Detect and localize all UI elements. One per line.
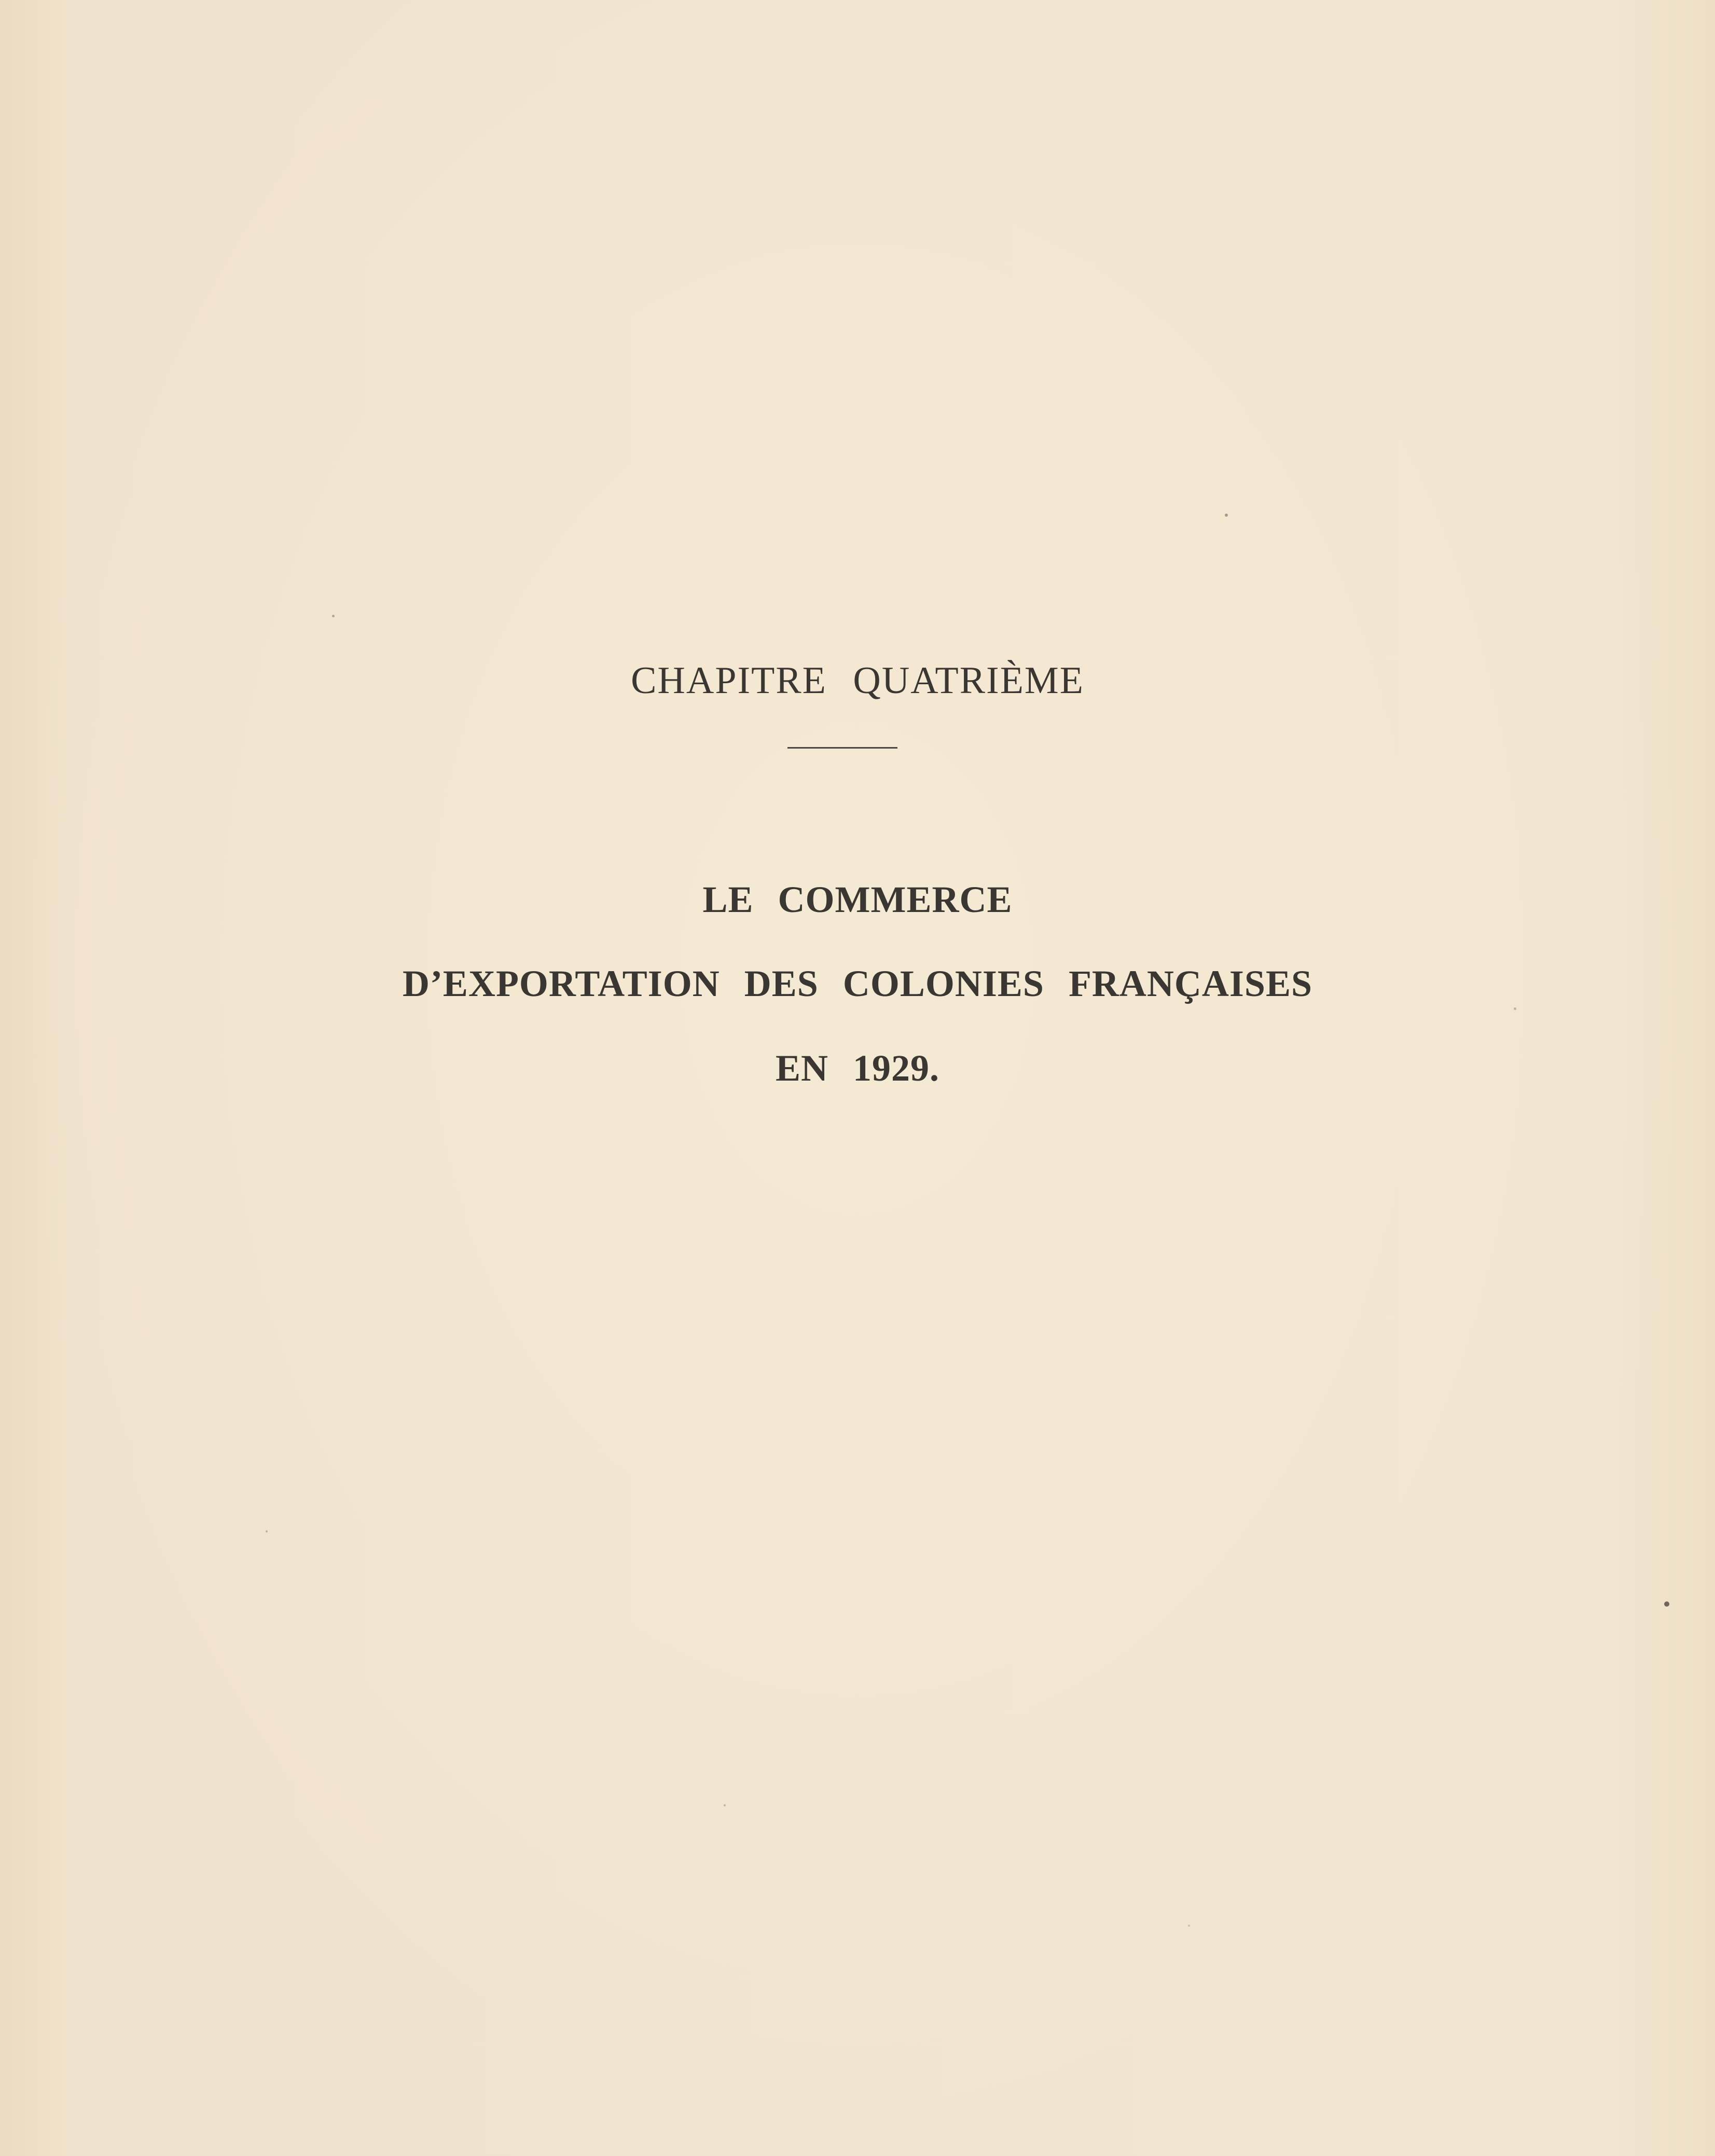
paper-speck <box>1664 1601 1669 1607</box>
paper-speck <box>332 615 335 617</box>
paper-speck <box>1514 1007 1516 1010</box>
paper-speck <box>266 1530 268 1532</box>
chapter-label: CHAPITRE QUATRIÈME <box>631 659 1084 702</box>
chapter-title-line-1: LE COMMERCE <box>702 879 1013 920</box>
chapter-divider <box>787 747 897 749</box>
paper-speck <box>1225 514 1228 517</box>
paper-speck <box>1188 1925 1190 1927</box>
paper-speck <box>724 1804 726 1806</box>
chapter-title-line-2: D’EXPORTATION DES COLONIES FRANÇAISES <box>402 963 1313 1004</box>
chapter-title-line-3: EN 1929. <box>775 1047 940 1089</box>
